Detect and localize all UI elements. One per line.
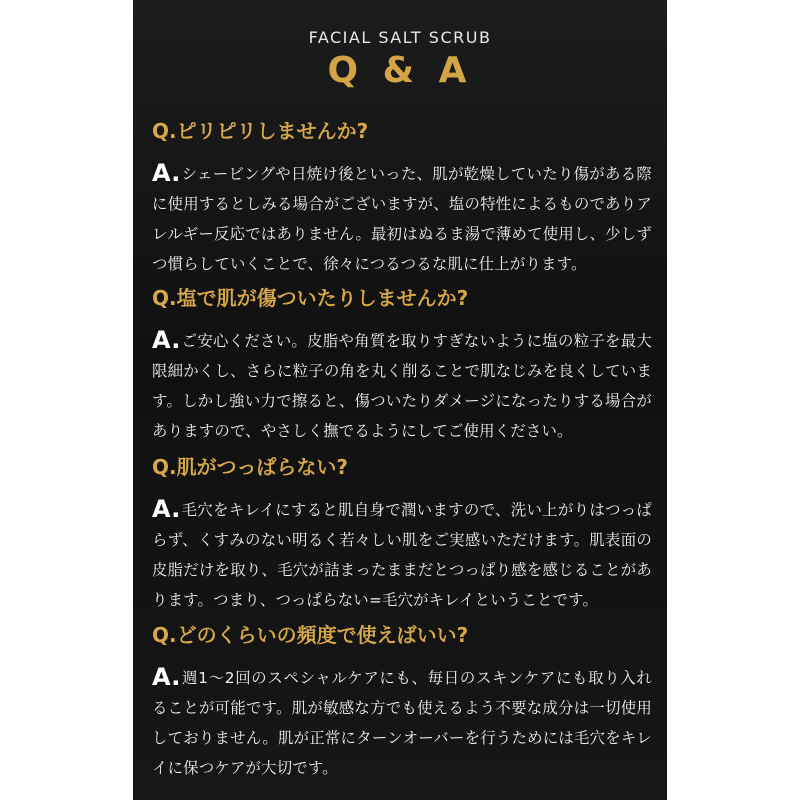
answer-text-1: シェービングや日焼け後といった、肌が乾燥していたり傷がある際に使用するとしみる場合がございますが、塩の特性によるものでありアレルギー反応ではありません。最初はぬるま湯で薄めて使用し、少しずつ慣らしていくことで、徐々につるつるな肌に仕上がります。 — [152, 165, 652, 273]
answer-text-2: ご安心ください。皮脂や角質を取りすぎないように塩の粒子を最大限細かくし、さらに粒子の角を丸く削ることで肌なじみを良くしています。しかし強い力で擦ると、傷ついたりダメージになったりする場合がありますので、やさしく撫でるようにしてご使用ください。 — [152, 332, 652, 440]
question-2: Q.塩で肌が傷ついたりしませんか? — [152, 286, 469, 310]
product-subtitle: FACIAL SALT SCRUB — [308, 28, 492, 47]
qa-panel — [133, 0, 667, 800]
answer-text-3: 毛穴をキレイにすると肌自身で潤いますので、洗い上がりはつっぱらず、くすみのない明るく若々しい肌をご実感いただけます。肌表面の皮脂だけを取り、毛穴が詰まったままだとつっぱり感を感じることがあります。つまり、つっぱらない=毛穴がキレイということです。 — [152, 501, 652, 609]
question-4: Q.どのくらいの頻度で使えばいい? — [152, 623, 469, 647]
qa-item-1 — [152, 116, 652, 279]
answer-mark: A. — [152, 663, 181, 691]
answer-mark: A. — [152, 326, 181, 354]
page-title: Q & A — [327, 50, 473, 91]
question-1: Q.ピリピリしませんか? — [152, 119, 369, 143]
answer-1 — [152, 158, 652, 279]
header — [133, 0, 667, 91]
answer-mark: A. — [152, 495, 181, 523]
answer-mark: A. — [152, 159, 181, 187]
answer-2 — [152, 325, 652, 446]
answer-text-4: 週1〜2回のスペシャルケアにも、毎日のスキンケアにも取り入れることが可能です。肌が敏感な方でも使えるよう不要な成分は一切使用しておりません。肌が正常にターンオーバーを行うためには毛穴をキレイに保つケアが大切です。 — [152, 669, 652, 777]
qa-item-2 — [152, 283, 652, 446]
qa-item-4 — [152, 620, 652, 783]
answer-4 — [152, 662, 652, 783]
question-3: Q.肌がつっぱらない? — [152, 455, 349, 479]
answer-3 — [152, 494, 652, 615]
qa-item-3 — [152, 452, 652, 615]
